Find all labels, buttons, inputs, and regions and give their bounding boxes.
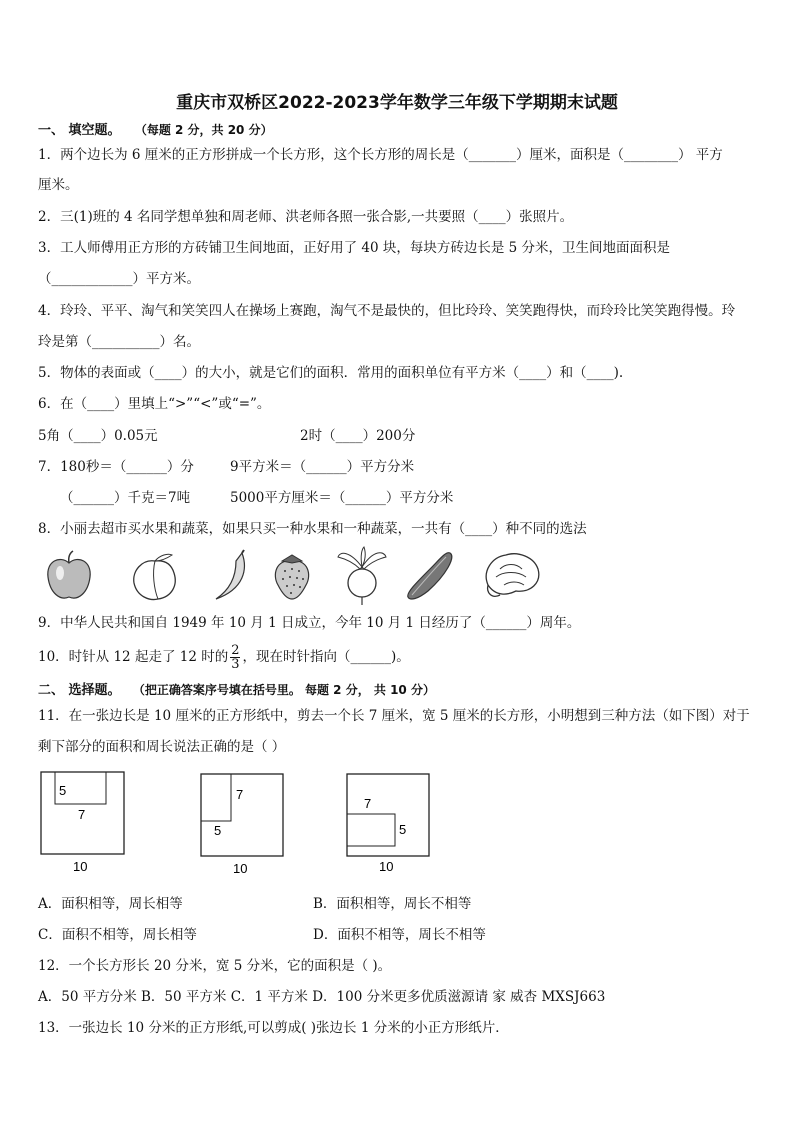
q1-line2: 厘米。 <box>38 177 79 193</box>
q6-a: 5角（____）0.05元 <box>38 428 158 444</box>
q11-option-b[interactable]: B．面积相等，周长不相等 <box>313 896 472 912</box>
cabbage-icon <box>480 545 542 607</box>
fig2-w-label: 5 <box>214 823 222 838</box>
q10-pre: 10．时针从 12 起走了 12 时的 <box>38 649 229 665</box>
q7-d: 5000平方厘米＝（______）平方分米 <box>230 490 454 506</box>
section-1-title: 一、 填空题。 <box>38 123 121 138</box>
q5: 5．物体的表面或（____）的大小，就是它们的面积．常用的面积单位有平方米（____）和（____). <box>38 365 624 381</box>
q11-figure-3 <box>346 772 446 878</box>
page-title: 重庆市双桥区2022-2023学年数学三年级下学期期末试题 <box>176 93 618 113</box>
fig1-l-label: 7 <box>78 807 86 822</box>
q3-line1: 3．工人师傅用正方形的方砖铺卫生间地面，正好用了 40 块，每块方砖边长是 5 分米，卫生间地面面积是 <box>38 240 671 256</box>
section-2-note: （把正确答案序号填在括号里。 每题 2 分， 共 10 分） <box>132 683 435 697</box>
fig3-l-label: 7 <box>364 796 372 811</box>
q11-option-a[interactable]: A．面积相等，周长相等 <box>38 896 183 912</box>
banana-icon <box>208 549 254 607</box>
q11-option-d[interactable]: D．面积不相等，周长不相等 <box>313 927 486 943</box>
q3-line2: （____________）平方米。 <box>38 271 200 287</box>
q11-line2: 剩下部分的面积和周长说法正确的是（ ） <box>38 739 286 755</box>
q11-figure-2 <box>200 772 300 880</box>
fig3-rect <box>347 814 395 846</box>
q10-denominator: 3 <box>231 657 240 672</box>
fig3-w-label: 5 <box>399 822 407 837</box>
radish-icon <box>334 545 390 611</box>
q11-figure-1 <box>40 770 140 878</box>
q4-line2: 玲是第（__________）名。 <box>38 334 200 350</box>
q1-line1: 1．两个边长为 6 厘米的正方形拼成一个长方形，这个长方形的周长是（_______）厘米，面积是（________） 平方 <box>38 147 723 163</box>
peach-icon <box>128 549 182 607</box>
strawberry-icon <box>270 549 314 607</box>
q10-numerator: 2 <box>231 643 240 658</box>
q11-option-c[interactable]: C．面积不相等，周长相等 <box>38 927 197 943</box>
q12-stem: 12．一个长方形长 20 分米，宽 5 分米，它的面积是（ )。 <box>38 958 392 974</box>
fig2-side-label: 10 <box>233 861 248 876</box>
fig3-side-label: 10 <box>379 859 394 874</box>
q13: 13．一张边长 10 分米的正方形纸,可以剪成( )张边长 1 分米的小正方形纸片． <box>38 1020 509 1036</box>
section-2-heading <box>38 681 435 700</box>
fig3-square <box>347 774 429 856</box>
q10-fraction <box>230 644 240 671</box>
apple-icon <box>42 549 96 607</box>
q8: 8．小丽去超市买水果和蔬菜，如果只买一种水果和一种蔬菜，一共有（____）种不同的选法 <box>38 521 587 537</box>
q12-options[interactable]: A．50 平方分米 B．50 平方米 C．1 平方米 D．100 分米更多优质滋源请 家 威杏 MXSJ663 <box>38 989 606 1005</box>
q7-a: 7．180秒＝（______）分 <box>38 459 194 475</box>
fig2-rect <box>201 774 231 821</box>
q2: 2．三(1)班的 4 名同学想单独和周老师、洪老师各照一张合影,一共要照（____）张照片。 <box>38 209 574 225</box>
fig1-w-label: 5 <box>59 783 67 798</box>
section-1-note: （每题 2 分，共 20 分） <box>134 123 273 137</box>
q7-c: （______）千克＝7吨 <box>60 490 191 506</box>
q10-post: ，现在时针指向（______)。 <box>242 649 410 665</box>
q7-b: 9平方米＝（______）平方分米 <box>230 459 415 475</box>
q11-line1: 11．在一张边长是 10 厘米的正方形纸中，剪去一个长 7 厘米，宽 5 厘米的长方形，小明想到三种方法（如下图）对于 <box>38 708 750 724</box>
fig2-l-label: 7 <box>236 787 244 802</box>
section-1-heading <box>38 121 273 140</box>
q9: 9．中华人民共和国自 1949 年 10 月 1 日成立，今年 10 月 1 日经历了（______）周年。 <box>38 615 581 631</box>
q10 <box>38 644 410 671</box>
q6-b: 2时（____）200分 <box>300 428 416 444</box>
q6-stem: 6．在（____）里填上“>”“<”或“=”。 <box>38 396 271 412</box>
cucumber-icon <box>406 549 456 607</box>
q4-line1: 4．玲玲、平平、淘气和笑笑四人在操场上赛跑，淘气不是最快的，但比玲玲、笑笑跑得快，而玲玲比笑笑跑得慢。玲 <box>38 303 736 319</box>
fig1-side-label: 10 <box>73 859 88 874</box>
section-2-title: 二、 选择题。 <box>38 683 121 698</box>
